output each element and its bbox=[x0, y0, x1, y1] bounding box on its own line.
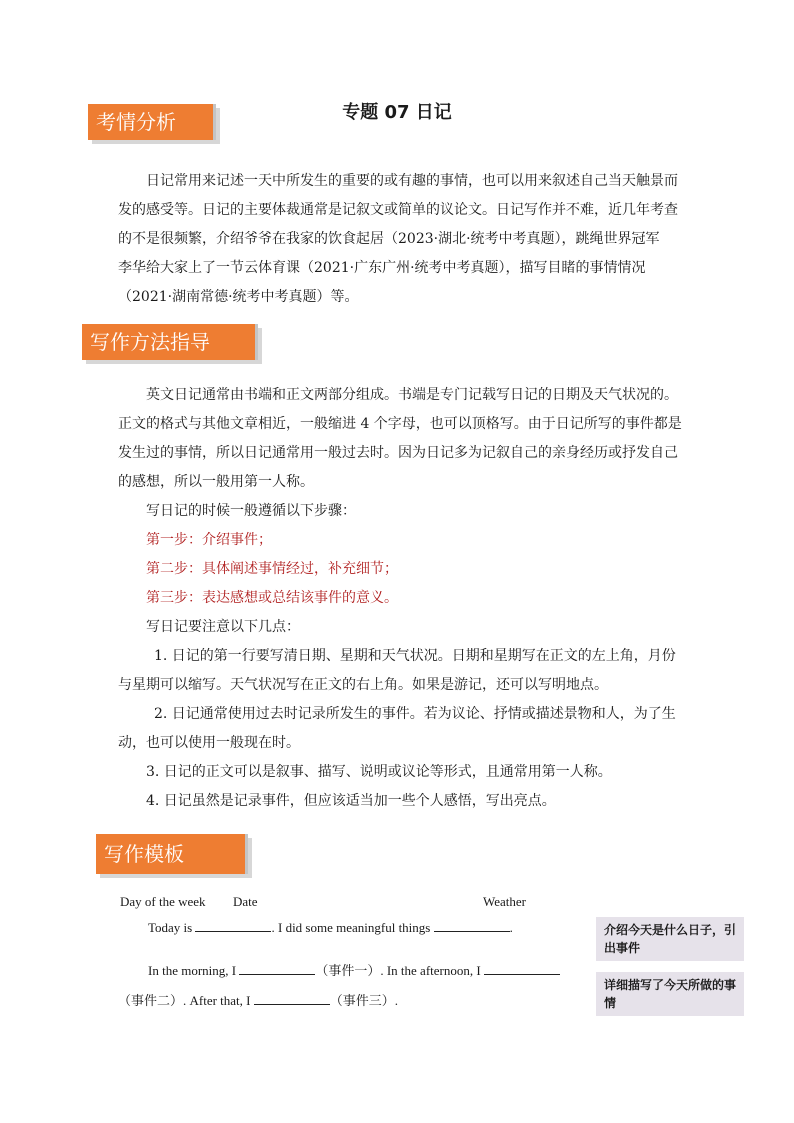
text-line: 英文日记通常由书端和正文两部分组成。书端是专门记载写日记的日期及天气状况的。 bbox=[146, 387, 678, 403]
template-header-day: Day of the week bbox=[120, 894, 206, 909]
note-item: 4. 日记虽然是记录事件，但应该适当加一些个人感悟，写出亮点。 bbox=[146, 793, 556, 809]
section-tag-analysis: 考情分析 bbox=[88, 104, 216, 140]
template-line-1 bbox=[148, 917, 513, 938]
template-line-2 bbox=[148, 960, 560, 981]
template-text: In the morning, I bbox=[148, 963, 237, 978]
side-note-1: 介绍今天是什么日子，引出事件 bbox=[596, 917, 744, 961]
template-text: . I did some meaningful things bbox=[271, 920, 431, 935]
notes-intro: 写日记要注意以下几点： bbox=[146, 619, 300, 635]
note-item: 1. 日记的第一行要写清日期、星期和天气状况。日期和星期写在正文的左上角，月份 bbox=[154, 648, 676, 664]
note-item: 3. 日记的正文可以是叙事、描写、说明或议论等形式，且通常用第一人称。 bbox=[146, 764, 612, 780]
blank-field bbox=[434, 917, 510, 932]
text-line: 李华给大家上了一节云体育课（2021·广东广州·统考中考真题），描写目睹的事情情况 bbox=[118, 260, 646, 276]
text-line: 发的感受等。日记的主要体裁通常是记叙文或简单的议论文。日记写作并不难，近几年考查 bbox=[118, 202, 678, 218]
text-line: 发生过的事情，所以日记通常用一般过去时。因为日记多为记叙自己的亲身经历或抒发自己 bbox=[118, 445, 678, 461]
text-line: （2021·湖南常德·统考中考真题）等。 bbox=[118, 289, 359, 305]
blank-field bbox=[484, 960, 560, 975]
template-text: （事件二）. After that, I bbox=[118, 993, 251, 1008]
note-item: 2. 日记通常使用过去时记录所发生的事件。若为议论、抒情或描述景物和人，为了生 bbox=[154, 706, 676, 722]
analysis-paragraph bbox=[118, 167, 688, 312]
template-text: . bbox=[509, 920, 513, 935]
section-tag-method: 写作方法指导 bbox=[82, 324, 258, 360]
template-text: Today is bbox=[148, 920, 193, 935]
template-header-weather: Weather bbox=[483, 894, 526, 909]
blank-field bbox=[195, 917, 271, 932]
text-line: 的感想，所以一般用第一人称。 bbox=[118, 474, 314, 490]
template-text: （事件一）. In the afternoon, I bbox=[315, 963, 481, 978]
template-header-date: Date bbox=[233, 894, 258, 909]
step-item: 第二步：具体阐述事情经过，补充细节； bbox=[146, 561, 398, 577]
note-item-cont: 动，也可以使用一般现在时。 bbox=[118, 735, 300, 751]
method-paragraph bbox=[118, 381, 688, 816]
template-text: （事件三）. bbox=[329, 993, 399, 1008]
text-line: 日记常用来记述一天中所发生的重要的或有趣的事情，也可以用来叙述自己当天触景而 bbox=[146, 173, 678, 189]
step-item: 第一步：介绍事件； bbox=[146, 532, 272, 548]
steps-intro: 写日记的时候一般遵循以下步骤： bbox=[146, 503, 356, 519]
page-title: 专题 07 日记 bbox=[342, 102, 452, 123]
section-tag-template: 写作模板 bbox=[96, 834, 248, 874]
blank-field bbox=[254, 990, 330, 1005]
blank-field bbox=[239, 960, 315, 975]
side-note-2: 详细描写了今天所做的事情 bbox=[596, 972, 744, 1016]
template-line-3 bbox=[118, 990, 398, 1011]
text-line: 的不是很频繁，介绍爷爷在我家的饮食起居（2023·湖北·统考中考真题），跳绳世界冠军 bbox=[118, 231, 660, 247]
text-line: 正文的格式与其他文章相近，一般缩进 4 个字母，也可以顶格写。由于日记所写的事件都是 bbox=[118, 416, 682, 432]
note-item-cont: 与星期可以缩写。天气状况写在正文的右上角。如果是游记，还可以写明地点。 bbox=[118, 677, 608, 693]
step-item: 第三步：表达感想或总结该事件的意义。 bbox=[146, 590, 398, 606]
